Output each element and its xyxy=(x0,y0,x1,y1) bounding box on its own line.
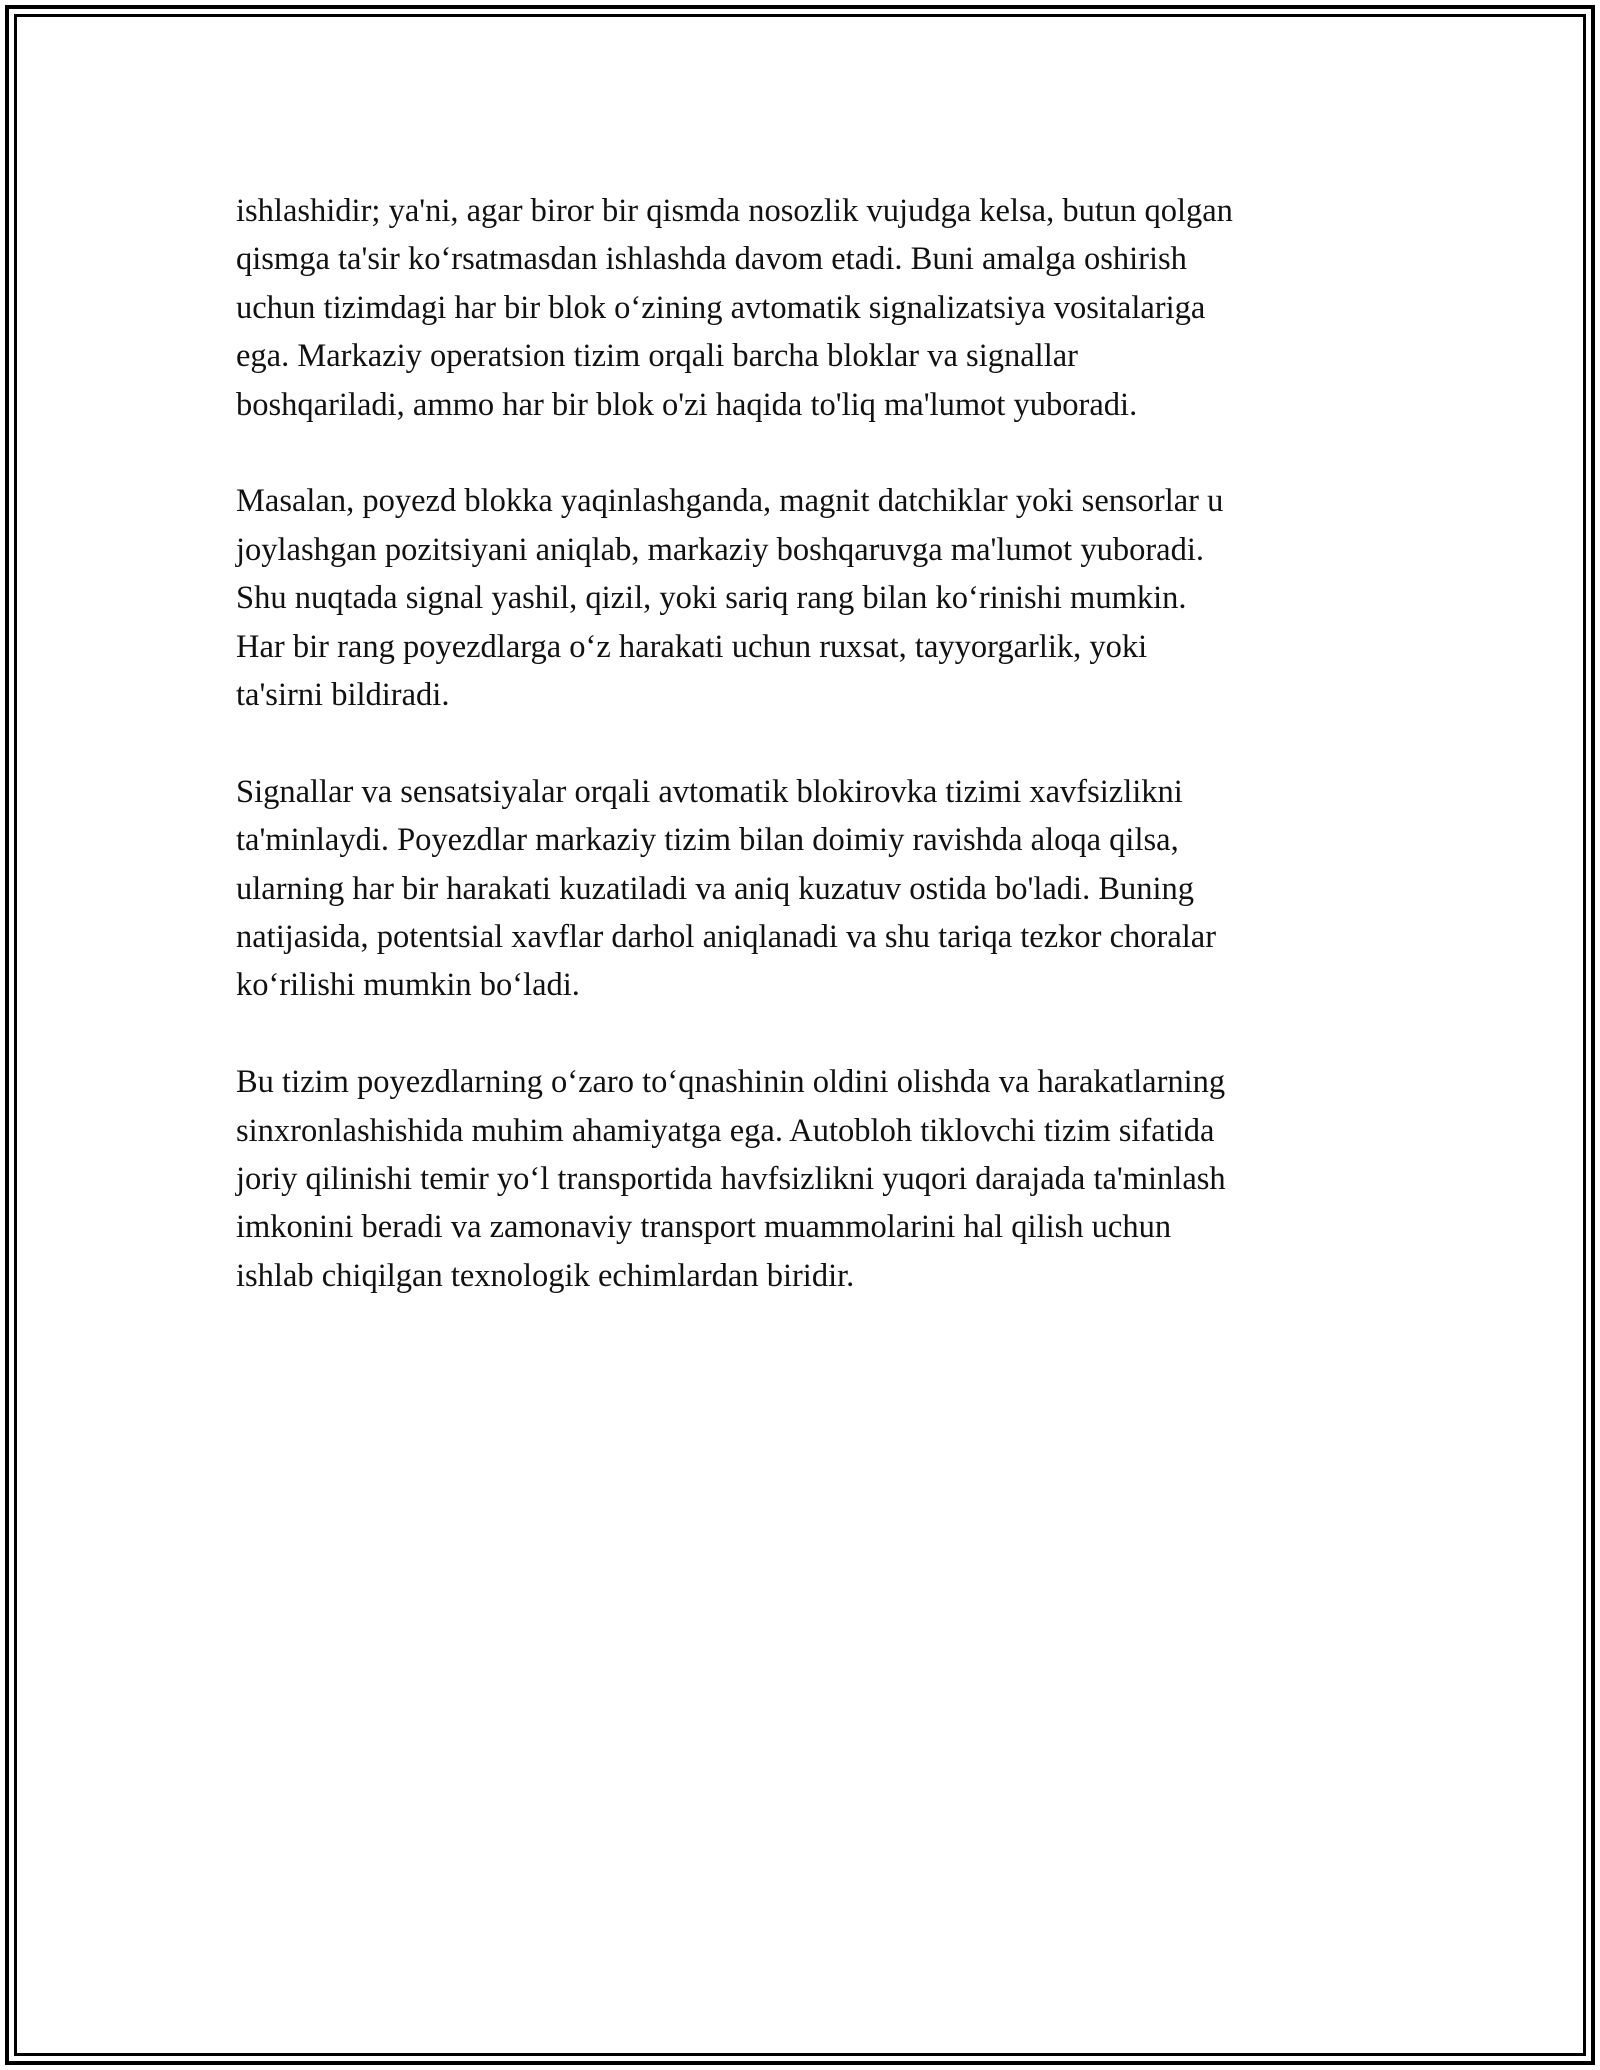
text-line: uchun tizimdagi har bir blok o‘zining avtomatik signalizatsiya vositalariga xyxy=(236,289,1206,326)
text-line: Signallar va sensatsiyalar orqali avtomatik blokirovka tizimi xavfsizlikni xyxy=(236,773,1183,810)
text-line: qismga ta'sir ko‘rsatmasdan ishlashda davom etadi. Buni amalga oshirish xyxy=(236,241,1187,278)
text-line: Bu tizim poyezdlarning o‘zaro to‘qnashinin oldini olishda va harakatlarning xyxy=(236,1064,1226,1101)
text-line: joriy qilinishi temir yo‘l transportida havfsizlikni yuqori darajada ta'minlash xyxy=(236,1161,1226,1198)
text-line: ta'minlaydi. Poyezdlar markaziy tizim bilan doimiy ravishda aloqa qilsa, xyxy=(236,822,1179,859)
text-line: joylashgan pozitsiyani aniqlab, markaziy boshqaruvga ma'lumot yuboradi. xyxy=(236,531,1204,568)
text-line: ishlashidir; ya'ni, agar biror bir qismda nosozlik vujudga kelsa, butun qolgan xyxy=(236,193,1233,229)
paragraph-3 xyxy=(236,768,1366,1010)
paragraph-2 xyxy=(236,477,1366,719)
text-line: ularning har bir harakati kuzatiladi va aniq kuzatuv ostida bo'ladi. Buning xyxy=(236,870,1195,907)
paragraph-4 xyxy=(236,1058,1366,1300)
text-line: ishlab chiqilgan texnologik echimlardan biridir. xyxy=(236,1257,855,1294)
text-line: ega. Markaziy operatsion tizim orqali barcha bloklar va signallar xyxy=(236,338,1078,375)
text-line: Shu nuqtada signal yashil, qizil, yoki sariq rang bilan ko‘rinishi mumkin. xyxy=(236,580,1187,617)
text-line: natijasida, potentsial xavflar darhol aniqlanadi va shu tariqa tezkor choralar xyxy=(236,919,1217,956)
text-line: Masalan, poyezd blokka yaqinlashganda, magnit datchiklar yoki sensorlar u xyxy=(236,483,1224,520)
paragraph-1 xyxy=(236,187,1366,429)
text-line: ta'sirni bildiradi. xyxy=(236,677,450,714)
text-line: sinxronlashishida muhim ahamiyatga ega. Autobloh tiklovchi tizim sifatida xyxy=(236,1112,1215,1149)
document-body xyxy=(236,187,1366,1300)
text-line: ko‘rilishi mumkin bo‘ladi. xyxy=(236,967,580,1004)
text-line: Har bir rang poyezdlarga o‘z harakati uchun ruxsat, tayyorgarlik, yoki xyxy=(236,628,1148,665)
text-line: boshqariladi, ammo har bir blok o'zi haqida to'liq ma'lumot yuboradi. xyxy=(236,386,1138,423)
text-line: imkonini beradi va zamonaviy transport muammolarini hal qilish uchun xyxy=(236,1209,1172,1246)
